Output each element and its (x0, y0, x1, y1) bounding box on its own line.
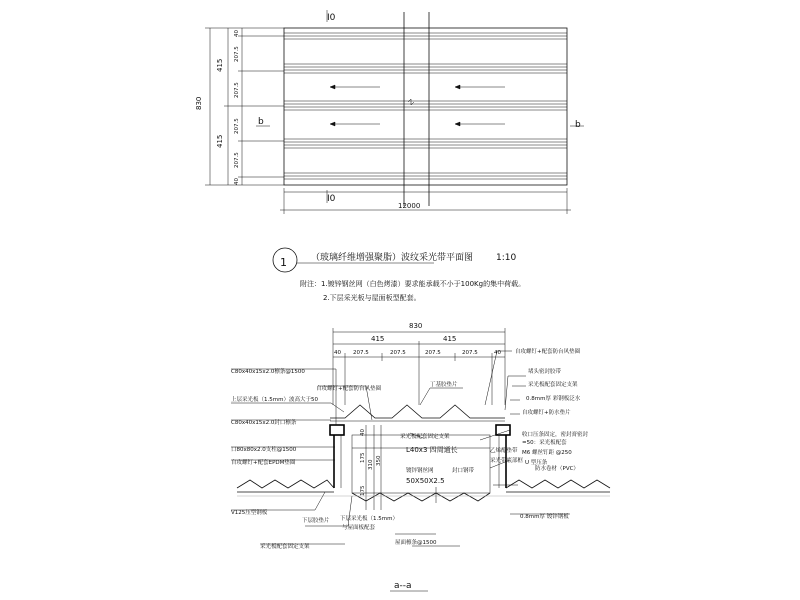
lower-skylight-sheet (352, 493, 490, 501)
label-left-3: 上层采光板（1.5mm）波高大于50 (231, 397, 318, 403)
label-center-3: L40x3 四周通长 (406, 446, 458, 454)
section-dim-seg-3: 207.5 (390, 350, 406, 356)
label-center-7: 下层采光板（1.5mm） (340, 516, 398, 522)
label-right-9: M6 螺丝钉距 @250 (522, 450, 572, 456)
label-right-11: 防水卷材（PVC） (535, 466, 579, 472)
plan-dim-total-height: 830 (195, 96, 203, 110)
label-left-5: 口80x80x2.0支柱@1500 (231, 447, 297, 453)
plan-mark-b-left: b (258, 117, 264, 127)
plan-dim-seg-3: 207.5 (234, 82, 240, 98)
label-right-12: 采光带底部框 (490, 458, 524, 464)
plan-dim-seg-4: 207.5 (234, 118, 240, 134)
label-center-5: 50X50X2.5 (406, 477, 445, 485)
section-dim-group-1: 415 (371, 335, 385, 343)
label-left-4: C80x40x15x2.0封口檩条 (231, 420, 297, 426)
plan-dim-width: 12000 (398, 202, 421, 210)
plan-dim-group-1: 415 (216, 58, 224, 72)
plan-panel-outline (284, 28, 567, 185)
label-center-4: 镀锌钢丝网 (406, 468, 434, 474)
label-left-9: 采光板配套固定支架 (260, 544, 310, 550)
upper-skylight-sheet (330, 405, 505, 418)
label-left-1: C80x40x15x2.0檩条@1500 (231, 369, 305, 375)
plan-dim-seg-1: 40 (234, 30, 240, 37)
section-height-5: 175 (360, 485, 366, 496)
section-dim-lines (333, 328, 505, 405)
label-left-6: 自攻螺钉+配套EPDM垫圈 (231, 460, 296, 466)
plan-direction-arrows (330, 85, 505, 126)
note-2: 2.下层采光板与屋面板型配套。 (323, 294, 421, 302)
label-right-3: 采光板配套固定支架 (528, 382, 578, 388)
section-dim-seg-4: 207.5 (425, 350, 441, 356)
section-view (231, 322, 610, 591)
label-right-7: =50：采光板配套 (522, 440, 567, 446)
plan-corrugation-lines (284, 33, 567, 179)
section-height-1: 40 (360, 429, 366, 436)
plan-dim-seg-5: 207.5 (234, 152, 240, 168)
note-1: 附注：1.镀锌钢丝网（白色烤漆）要求能承载不小于100Kg的集中荷载。 (300, 280, 526, 288)
section-height-2: 175 (360, 452, 366, 463)
plan-section-mark-top: Ⅰ0 (327, 13, 336, 23)
label-center-2: 采光板配套固定支架 (400, 434, 450, 440)
drawing-title (273, 248, 516, 272)
label-right-1: 自攻螺钉+配套防台风垫圈 (515, 349, 581, 355)
label-right-8: 乙烯醇垫带 (490, 448, 518, 454)
label-left-7: V125压型钢板 (231, 510, 268, 516)
label-right-2: 堵头密封胶带 (528, 369, 562, 375)
plan-section-mark-bottom: Ⅰ0 (327, 194, 336, 204)
section-dim-seg-1: 40 (334, 350, 341, 356)
label-center-6: 封口钢带 (452, 468, 475, 474)
notes (300, 279, 525, 302)
section-dim-seg-2: 207.5 (353, 350, 369, 356)
label-center-1: 丁基胶垫片 (430, 382, 458, 388)
label-left-8: 下层胶垫片 (302, 518, 330, 524)
plan-view (195, 10, 584, 214)
label-left-2: 自攻螺钉+配套防台风垫圈 (316, 386, 382, 392)
section-title: a--a (394, 581, 412, 591)
plan-mark-b-right: b (575, 120, 581, 130)
label-right-5: 自攻螺钉+防水垫片 (522, 410, 571, 416)
section-height-4: 350 (376, 455, 382, 466)
label-center-9: 屋面檩条@1500 (395, 540, 437, 546)
title-text: （玻璃纤维增强聚脂）波纹采光带平面图 (311, 253, 474, 263)
section-height-3: 310 (368, 459, 374, 470)
section-dim-seg-6: 40 (494, 350, 501, 356)
plan-dim-seg-6: 40 (234, 178, 240, 185)
plan-dim-seg-2: 207.5 (234, 46, 240, 62)
label-right-13: 0.8mm厚 镀锌钢板 (520, 514, 569, 520)
section-dim-group-2: 415 (443, 335, 457, 343)
right-purlin-top (496, 425, 510, 435)
label-center-8: 与屋面板配套 (342, 525, 376, 531)
section-dim-seg-5: 207.5 (462, 350, 478, 356)
label-right-6: 收口压条固定，密封膏密封 (522, 432, 589, 438)
label-right-10: U 型压条 (525, 460, 548, 466)
title-number: 1 (280, 256, 287, 269)
left-purlin-top (330, 425, 344, 435)
section-dim-total: 830 (409, 322, 423, 330)
title-scale: 1:10 (496, 253, 517, 263)
label-right-4: 0.8mm厚 彩钢板泛水 (526, 396, 581, 402)
plan-dim-group-2: 415 (216, 134, 224, 148)
